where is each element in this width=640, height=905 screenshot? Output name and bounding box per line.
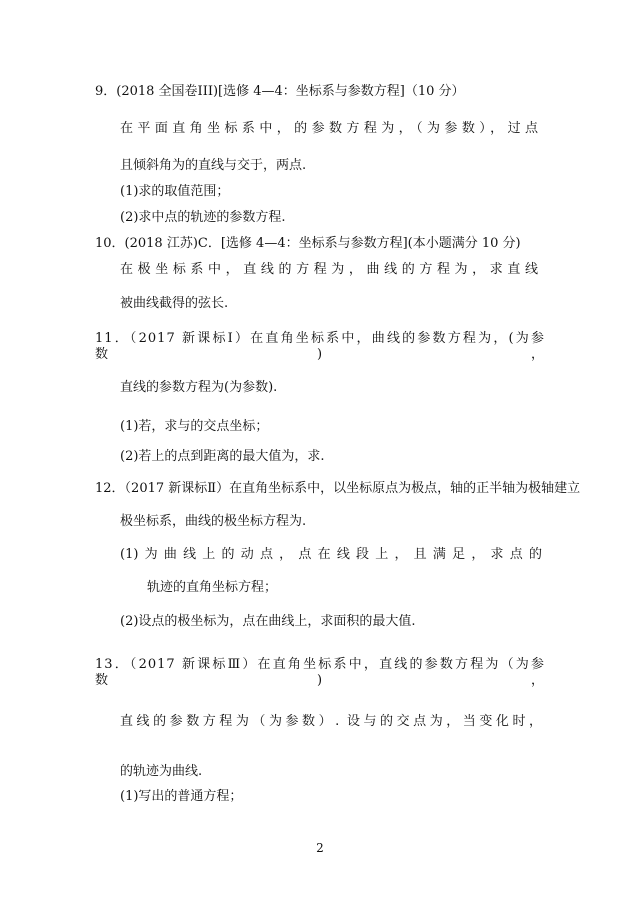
problem-12-question-2: (2)设点的极坐标为，点在曲线上，求面积的最大值. (120, 614, 416, 629)
problem-9-header: 9．(2018 全国卷III)[选修 4—4：坐标系与参数方程]（10 分） (95, 84, 465, 99)
problem-12-question-1-line2: 轨迹的直角坐标方程； (147, 580, 278, 595)
problem-13-question-1: (1)写出的普通方程； (120, 789, 243, 804)
problem-10-header: 10．(2018 江苏)C．[选修 4—4：坐标系与参数方程](本小题满分 10 分) (95, 236, 521, 251)
problem-12-question-1-line1: (1)为曲线上的动点，点在线段上，且满足，求点的 (120, 547, 542, 562)
problem-11-question-1: (1)若，求与的交点坐标； (120, 419, 269, 434)
problem-13-header: 13．（2017 新课标Ⅲ）在直角坐标系中，直线的参数方程为（为参数)， (95, 657, 545, 688)
problem-11-header: 11．（2017 新课标Ⅰ）在直角坐标系中，曲线的参数方程为，(为参数)， (95, 331, 545, 362)
problem-9-statement-line2: 且倾斜角为的直线与交于，两点. (120, 158, 307, 173)
problem-11-question-2: (2)若上的点到距离的最大值为，求. (120, 449, 325, 464)
problem-12-header: 12．（2017 新课标Ⅱ）在直角坐标系中，以坐标原点为极点，轴的正半轴为极轴建立 (95, 481, 581, 496)
problem-13-statement-line3: 的轨迹为曲线. (120, 764, 203, 779)
problem-10-statement-line1: 在极坐标系中，直线的方程为，曲线的方程为，求直线 (120, 262, 538, 277)
problem-9-question-1: (1)求的取值范围； (120, 184, 230, 199)
problem-13-statement-line2: 直线的参数方程为（为参数）. 设与的交点为，当变化时， (120, 714, 542, 729)
problem-12-statement-line2: 极坐标系，曲线的极坐标方程为. (120, 514, 307, 529)
problem-9-statement-line1: 在平面直角坐标系中，的参数方程为，（为参数），过点 (120, 121, 538, 136)
problem-11-statement-line2: 直线的参数方程为(为参数). (120, 380, 278, 395)
problem-9-question-2: (2)求中点的轨迹的参数方程. (120, 210, 286, 225)
problem-10-statement-line2: 被曲线截得的弦长. (120, 296, 229, 311)
page-number: 2 (316, 841, 324, 855)
